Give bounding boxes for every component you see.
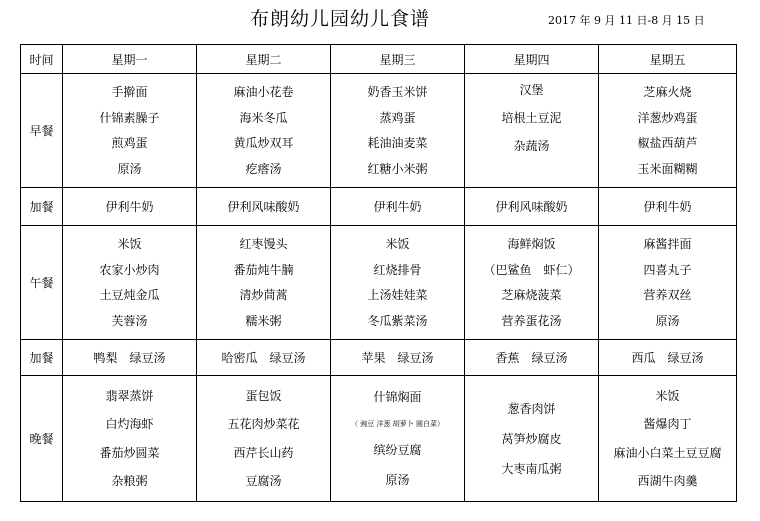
dish-item: 清炒茼蒿 — [239, 288, 288, 303]
dish-item: 葱香肉饼 — [507, 401, 556, 416]
dish-item: 芝麻烧菠菜 — [501, 288, 562, 303]
snack-cell-thursday — [465, 340, 599, 376]
dish-item: 西湖牛肉羹 — [637, 473, 698, 488]
dish-item: 手擀面 — [111, 84, 148, 99]
snack-cell-tuesday — [197, 340, 331, 376]
lunch-cell-thursday — [465, 226, 599, 340]
dish-item: 麻油小花卷 — [233, 84, 294, 99]
breakfast-cell-monday — [63, 74, 197, 188]
dish-item: 营养蛋花汤 — [501, 314, 562, 329]
dish-item: 红枣馒头 — [239, 236, 288, 251]
dish-item: 杂蔬汤 — [513, 139, 550, 153]
dish-item: 豆腐汤 — [245, 473, 282, 488]
dish-item: 鸭梨 绿豆汤 — [93, 350, 166, 365]
snack-cell-friday — [599, 340, 737, 376]
dish-item: 海米冬瓜 — [239, 110, 288, 125]
page-title: 布朗幼儿园幼儿食谱 — [249, 8, 430, 30]
dish-item: 什锦素臊子 — [99, 110, 160, 125]
menu-table — [20, 44, 737, 502]
dish-item: 白灼海虾 — [105, 417, 154, 432]
dish-item: 奶香玉米饼 — [367, 84, 428, 99]
snack-cell-wednesday — [331, 340, 465, 376]
dinner-cell-friday — [599, 376, 737, 502]
day-header-monday: 星期一 — [63, 45, 197, 74]
dish-item: 伊利牛奶 — [105, 199, 154, 214]
breakfast-row — [21, 74, 737, 188]
dish-item: 哈密瓜 绿豆汤 — [221, 350, 306, 365]
dish-item: 莴笋炒腐皮 — [501, 431, 562, 446]
dish-item: 芝麻火烧 — [643, 84, 692, 99]
meal-label-dinner: 晚餐 — [21, 376, 63, 502]
lunch-cell-friday — [599, 226, 737, 340]
dish-item: 原汤 — [385, 472, 410, 487]
breakfast-cell-friday — [599, 74, 737, 188]
dish-item: 伊利风味酸奶 — [495, 199, 568, 214]
dish-item: 上汤娃娃菜 — [367, 288, 428, 303]
snack-cell-monday — [63, 340, 197, 376]
dish-item: （巴鲨鱼 虾仁） — [483, 262, 580, 277]
dish-item: 米饭 — [655, 389, 680, 404]
dinner-cell-tuesday — [197, 376, 331, 502]
dish-item: 耗油油麦菜 — [367, 136, 428, 151]
snack-cell-monday — [63, 188, 197, 226]
dish-item: 五花肉炒菜花 — [227, 417, 300, 432]
day-header-friday: 星期五 — [599, 45, 737, 74]
dinner-cell-wednesday — [331, 376, 465, 502]
dish-item: 原汤 — [655, 314, 680, 329]
breakfast-cell-wednesday — [331, 74, 465, 188]
dish-item: 椒盐西葫芦 — [637, 136, 698, 151]
snack-cell-tuesday — [197, 188, 331, 226]
breakfast-cell-thursday — [465, 74, 599, 188]
dish-item: 伊利牛奶 — [643, 199, 692, 214]
dish-item: 苹果 绿豆汤 — [361, 350, 434, 365]
dish-item: 伊利风味酸奶 — [227, 199, 300, 214]
dish-item: 香蕉 绿豆汤 — [495, 350, 568, 365]
snack-row-afternoon — [21, 340, 737, 376]
day-header-thursday: 星期四 — [465, 45, 599, 74]
dish-item: 缤纷豆腐 — [373, 443, 422, 458]
dinner-row — [21, 376, 737, 502]
meal-label-snack: 加餐 — [21, 340, 63, 376]
dish-item: 红烧排骨 — [373, 262, 422, 277]
date-range: 2017 年 9 月 11 日-8 月 15 日 — [548, 14, 705, 27]
dish-item: 番茄炖牛腩 — [233, 262, 294, 277]
dish-item: 翡翠蒸饼 — [105, 389, 154, 404]
dish-item: 疙瘩汤 — [245, 162, 282, 177]
day-header-wednesday: 星期三 — [331, 45, 465, 74]
dish-item: 洋葱炒鸡蛋 — [637, 110, 698, 125]
dish-item: 西芹长山药 — [233, 445, 294, 460]
dish-item: 芙蓉汤 — [111, 314, 148, 329]
dish-item: 糯米粥 — [245, 314, 282, 329]
meal-label-breakfast: 早餐 — [21, 74, 63, 188]
breakfast-cell-tuesday — [197, 74, 331, 188]
meal-label-snack: 加餐 — [21, 188, 63, 226]
lunch-cell-wednesday — [331, 226, 465, 340]
dish-item: 米饭 — [385, 236, 410, 251]
dish-item: 什锦焖面 — [373, 390, 422, 405]
dish-item: 伊利牛奶 — [373, 199, 422, 214]
dish-item: 杂粮粥 — [111, 473, 148, 488]
dish-ingredients: （ 豌豆 洋葱 胡萝卜 圆白菜） — [351, 419, 444, 428]
lunch-row — [21, 226, 737, 340]
lunch-cell-tuesday — [197, 226, 331, 340]
dish-item: 农家小炒肉 — [99, 262, 160, 277]
snack-cell-thursday — [465, 188, 599, 226]
dish-item: 汉堡 — [519, 83, 544, 97]
snack-row-morning — [21, 188, 737, 226]
dish-item: 玉米面糊糊 — [637, 162, 698, 177]
dish-item: 煎鸡蛋 — [111, 136, 148, 151]
dish-item: 冬瓜紫菜汤 — [367, 314, 428, 329]
dish-item: 黄瓜炒双耳 — [233, 136, 294, 151]
dish-item: 麻油小白菜土豆豆腐 — [613, 445, 722, 460]
snack-cell-friday — [599, 188, 737, 226]
dish-item: 番茄炒圆菜 — [99, 445, 160, 460]
snack-cell-wednesday — [331, 188, 465, 226]
dinner-cell-monday — [63, 376, 197, 502]
dish-item: 西瓜 绿豆汤 — [631, 350, 704, 365]
dish-item: 四喜丸子 — [643, 262, 692, 277]
dish-item: 蒸鸡蛋 — [379, 110, 416, 125]
lunch-cell-monday — [63, 226, 197, 340]
dish-item: 米饭 — [117, 236, 142, 251]
dish-item: 蛋包饭 — [245, 389, 282, 404]
dinner-cell-thursday — [465, 376, 599, 502]
dish-item: 营养双丝 — [643, 288, 692, 303]
dish-item: 酱爆肉丁 — [643, 417, 692, 432]
day-header-tuesday: 星期二 — [197, 45, 331, 74]
time-header-cell: 时间 — [21, 45, 63, 74]
meal-label-lunch: 午餐 — [21, 226, 63, 340]
dish-item: 大枣南瓜粥 — [501, 461, 562, 476]
dish-item: 麻酱拌面 — [643, 236, 692, 251]
dish-item: 培根土豆泥 — [501, 111, 562, 125]
header-row — [21, 45, 737, 74]
dish-item: 红糖小米粥 — [367, 162, 428, 177]
dish-item: 土豆炖金瓜 — [99, 288, 160, 303]
dish-item: 海鲜焖饭 — [507, 236, 556, 251]
dish-item: 原汤 — [117, 162, 142, 177]
